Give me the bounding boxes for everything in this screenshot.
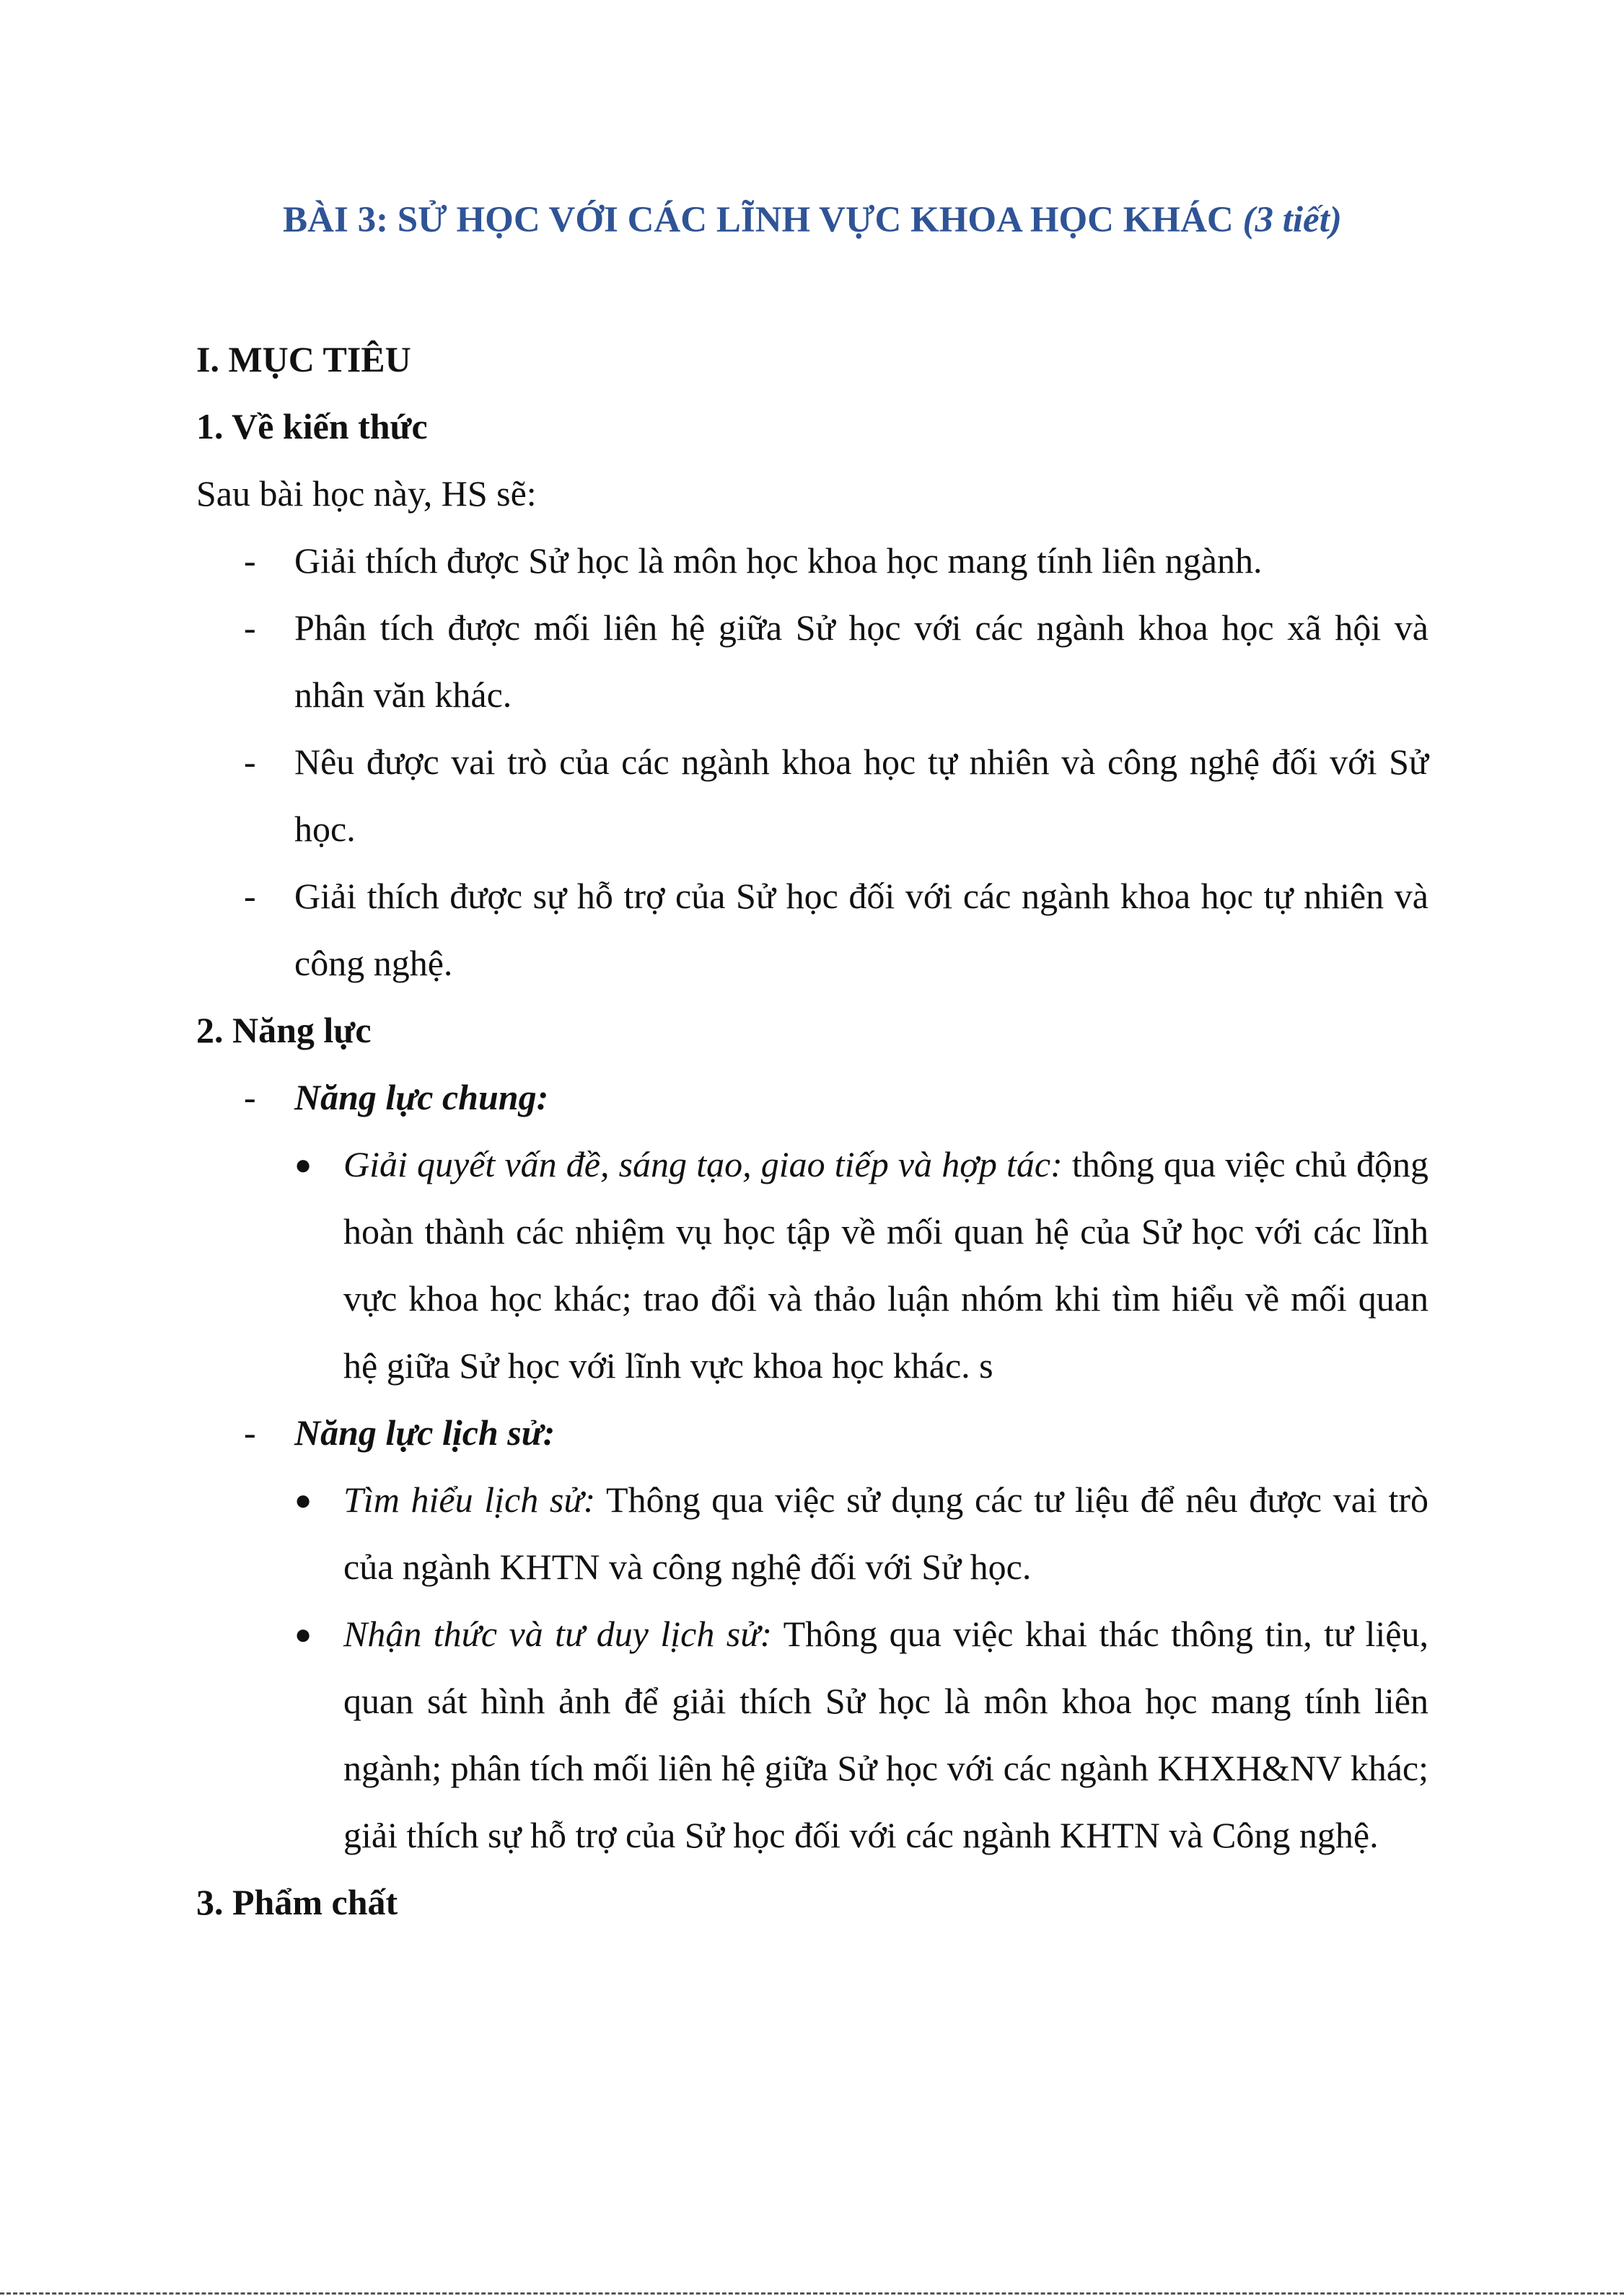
bullet-icon: ●: [294, 1148, 312, 1181]
dash-marker: -: [244, 876, 256, 916]
knowledge-item: [196, 729, 1428, 863]
competence-bullet: [196, 1466, 1428, 1601]
knowledge-intro: Sau bài học này, HS sẽ:: [196, 473, 537, 514]
history-competence: [196, 1399, 1428, 1466]
subheading-competence: 2. Năng lực: [196, 1010, 372, 1050]
dash-marker: -: [244, 742, 256, 782]
page-break-line: [0, 2292, 1624, 2295]
competence-bullet: [196, 1131, 1428, 1399]
knowledge-item-text: Giải thích được sự hỗ trợ của Sử học đối với các ngành khoa học tự nhiên và công nghệ.: [294, 876, 1428, 983]
general-competence-label: Năng lực chung:: [294, 1077, 549, 1117]
competence-bullet-lead: Nhận thức và tư duy lịch sử:: [343, 1614, 773, 1654]
lesson-title-main: BÀI 3: SỬ HỌC VỚI CÁC LĨNH VỰC KHOA HỌC KHÁC: [283, 200, 1243, 240]
competence-bullet-lead: Tìm hiểu lịch sử:: [343, 1479, 596, 1520]
history-competence-label: Năng lực lịch sử:: [294, 1412, 556, 1453]
knowledge-item-text: Nêu được vai trò của các ngành khoa học tự nhiên và công nghệ đối với Sử học.: [294, 742, 1428, 849]
knowledge-item-text: Giải thích được Sử học là môn học khoa học mang tính liên ngành.: [294, 540, 1263, 581]
competence-bullet-text: thông qua việc chủ động hoàn thành các nhiệm vụ học tập về mối quan hệ của Sử học với các lĩnh vực khoa học khác; trao đổi và thảo luận nhóm khi tìm hiểu về mối quan hệ giữa Sử học với lĩnh vực khoa học khác. s: [343, 1144, 1428, 1386]
competence-bullet-lead: Giải quyết vấn đề, sáng tạo, giao tiếp và hợp tác:: [343, 1144, 1063, 1184]
dash-marker: -: [244, 540, 256, 581]
knowledge-item: [196, 594, 1428, 729]
document-body: [196, 326, 1428, 1936]
section-heading-objectives: I. MỤC TIÊU: [196, 339, 411, 379]
dash-marker: -: [244, 1412, 256, 1453]
knowledge-item: [196, 863, 1428, 997]
bullet-icon: ●: [294, 1618, 312, 1650]
lesson-title-duration: (3 tiết): [1242, 200, 1342, 240]
dash-marker: -: [244, 607, 256, 648]
knowledge-item: [196, 527, 1428, 594]
bullet-icon: ●: [294, 1484, 312, 1516]
competence-bullet-text: Thông qua việc sử dụng các tư liệu để nêu được vai trò của ngành KHTN và công nghệ đối với Sử học.: [343, 1479, 1429, 1587]
lesson-title: [196, 199, 1428, 241]
dash-marker: -: [244, 1077, 256, 1117]
competence-bullet-text: Thông qua việc khai thác thông tin, tư liệu, quan sát hình ảnh để giải thích Sử học là môn khoa học mang tính liên ngành; phân tích mối liên hệ giữa Sử học với các ngành KHXH&NV khác; giải thích sự hỗ trợ của Sử học đối với các ngành KHTN và Công nghệ.: [343, 1614, 1429, 1855]
competence-bullet: [196, 1601, 1428, 1869]
general-competence: [196, 1064, 1428, 1131]
subheading-qualities: 3. Phẩm chất: [196, 1882, 398, 1922]
subheading-knowledge: 1. Về kiến thức: [196, 406, 428, 447]
knowledge-item-text: Phân tích được mối liên hệ giữa Sử học với các ngành khoa học xã hội và nhân văn khác.: [294, 607, 1428, 715]
